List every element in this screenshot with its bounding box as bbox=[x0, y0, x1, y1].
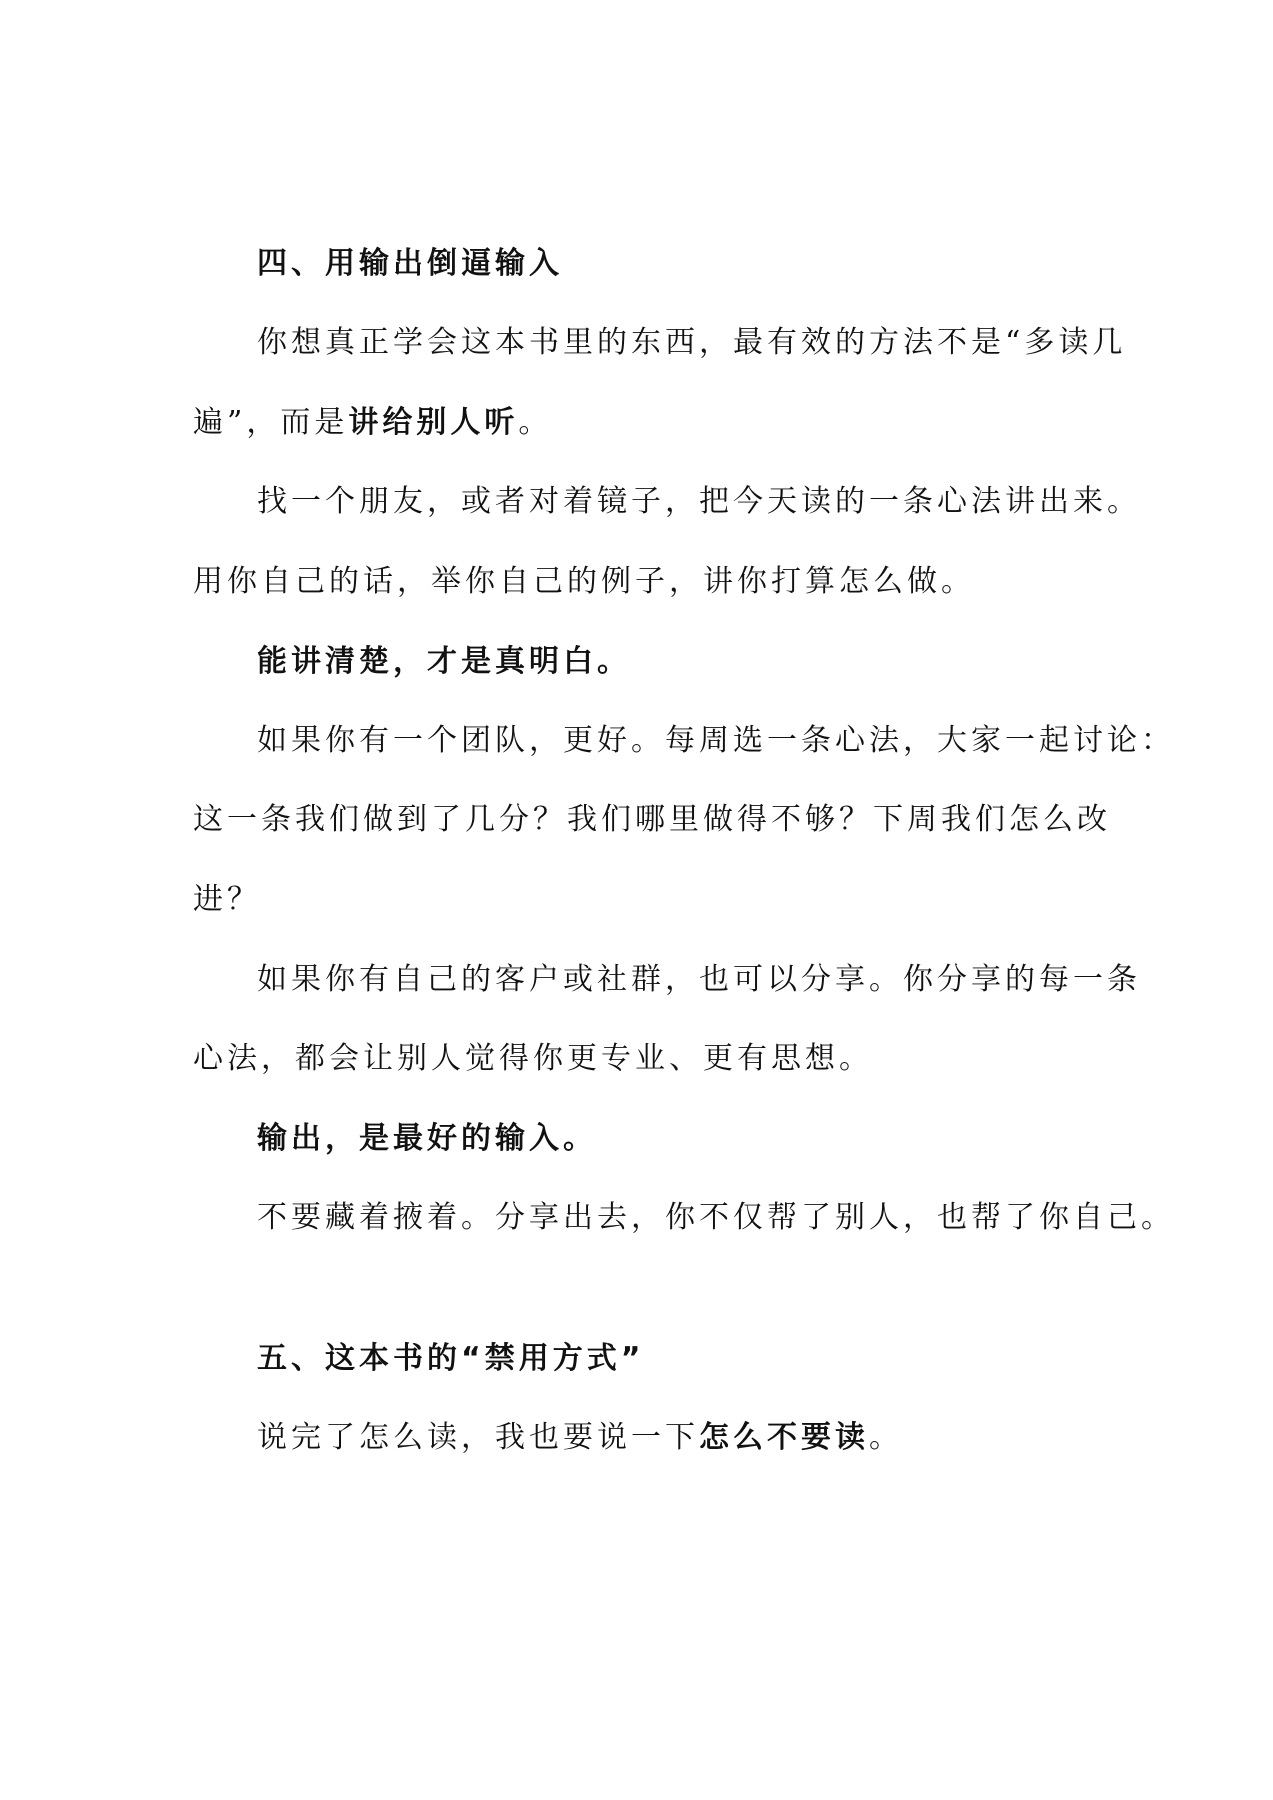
text-span: 。 bbox=[518, 405, 553, 440]
paragraph-line: 心法，都会让别人觉得你更专业、更有思想。 bbox=[193, 1041, 873, 1076]
emphasis-line: 输出，是最好的输入。 bbox=[257, 1121, 597, 1156]
text-span: 遍”，而是 bbox=[193, 405, 349, 440]
bold-text-span: 怎么不要读 bbox=[699, 1420, 869, 1455]
paragraph-line: 用你自己的话，举你自己的例子，讲你打算怎么做。 bbox=[193, 564, 975, 599]
emphasis-line: 能讲清楚，才是真明白。 bbox=[257, 644, 631, 679]
paragraph-line: 如果你有自己的客户或社群，也可以分享。你分享的每一条 bbox=[257, 962, 1141, 997]
section4-heading: 四、用输出倒逼输入 bbox=[257, 246, 563, 281]
paragraph-line bbox=[257, 1418, 1157, 1458]
paragraph-line: 这一条我们做到了几分？我们哪里做得不够？下周我们怎么改 bbox=[193, 802, 1111, 837]
paragraph-line: 你想真正学会这本书里的东西，最有效的方法不是“多读几 bbox=[257, 325, 1127, 360]
text-span: 说完了怎么读，我也要说一下 bbox=[257, 1420, 699, 1455]
paragraph-line bbox=[193, 403, 1093, 443]
bold-text-span: 讲给别人听 bbox=[348, 405, 519, 440]
section5-heading: 五、这本书的“禁用方式” bbox=[257, 1341, 645, 1376]
text-span: 。 bbox=[869, 1420, 903, 1455]
paragraph-line: 找一个朋友，或者对着镜子，把今天读的一条心法讲出来。 bbox=[257, 484, 1141, 519]
paragraph-line: 进？ bbox=[193, 882, 261, 917]
paragraph-line: 不要藏着掖着。分享出去，你不仅帮了别人，也帮了你自己。 bbox=[257, 1200, 1175, 1235]
paragraph-line: 如果你有一个团队，更好。每周选一条心法，大家一起讨论： bbox=[257, 723, 1175, 758]
